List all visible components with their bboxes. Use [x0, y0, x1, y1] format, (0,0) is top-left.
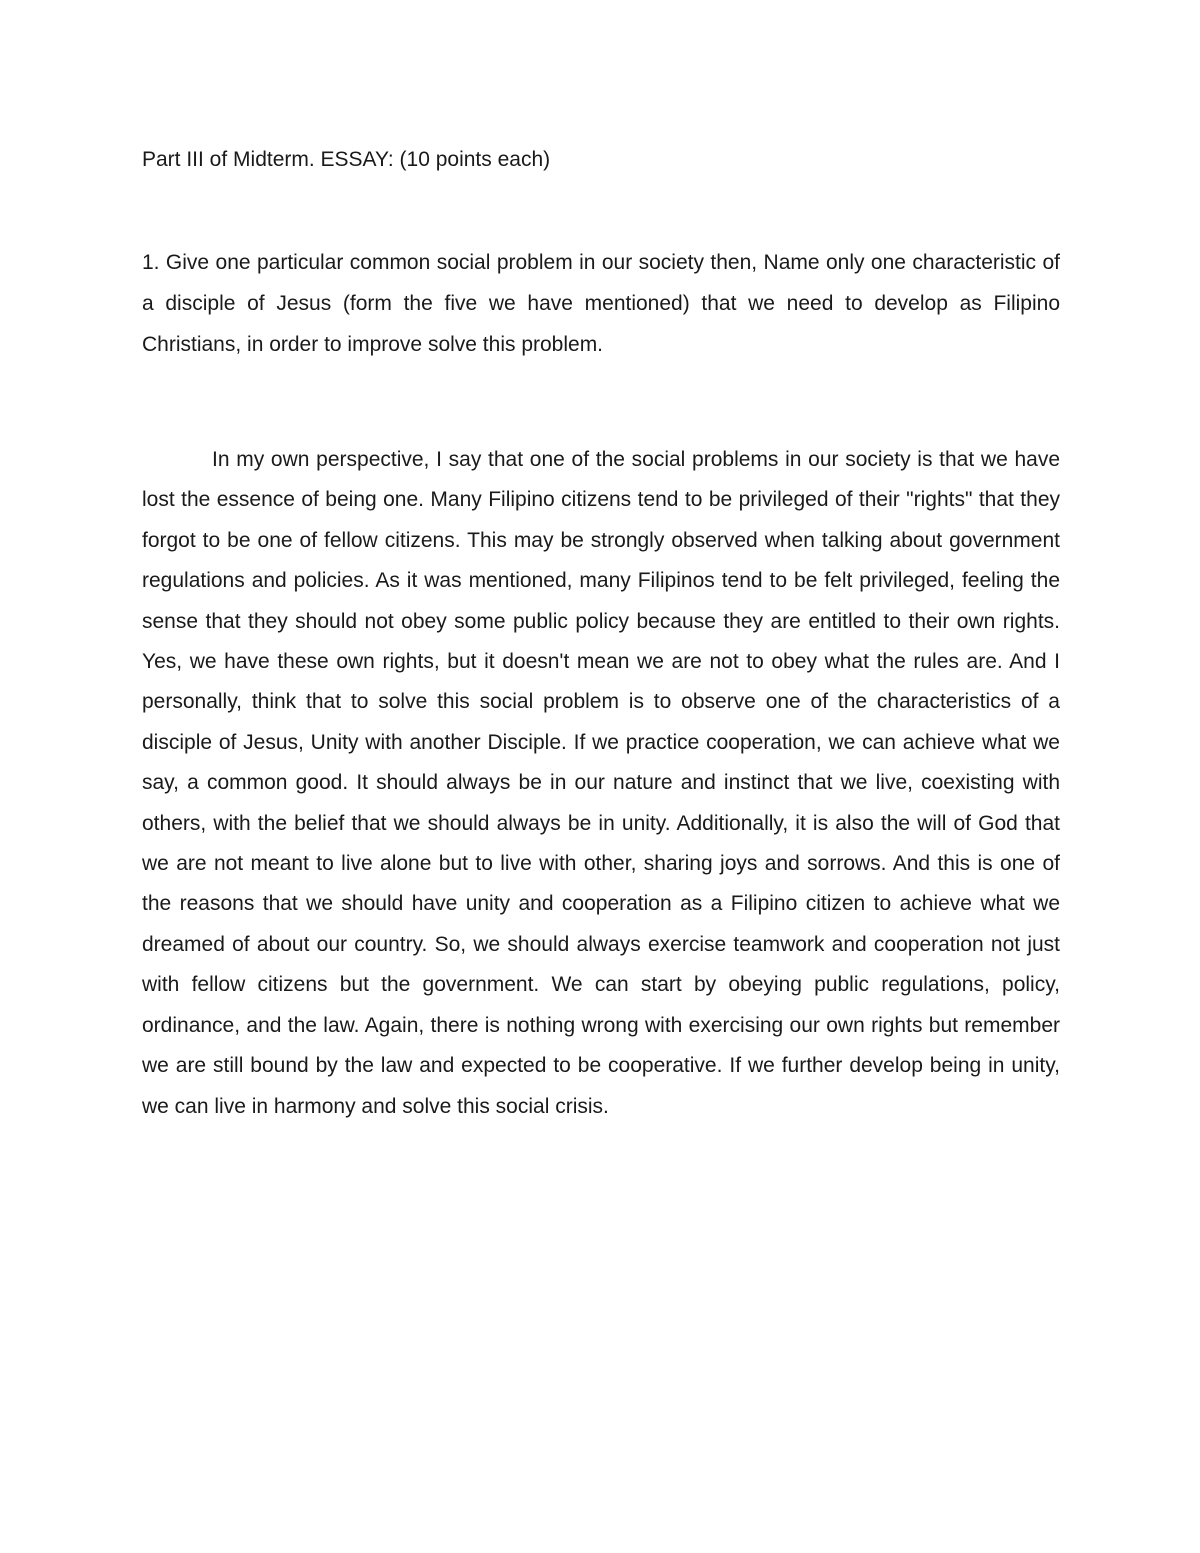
document-body	[142, 140, 1060, 1127]
essay-answer: In my own perspective, I say that one of the social problems in our society is that we have lost the essence of being one. Many Filipino citizens tend to be privileged of their "rights" that they forgot to be one of fellow citizens. This may be strongly observed when talking about government regulations and policies. As it was mentioned, many Filipinos tend to be felt privileged, feeling the sense that they should not obey some public policy because they are entitled to their own rights. Yes, we have these own rights, but it doesn't mean we are not to obey what the rules are. And I personally, think that to solve this social problem is to observe one of the characteristics of a disciple of Jesus, Unity with another Disciple. If we practice cooperation, we can achieve what we say, a common good. It should always be in our nature and instinct that we live, coexisting with others, with the belief that we should always be in unity. Additionally, it is also the will of God that we are not meant to live alone but to live with other, sharing joys and sorrows. And this is one of the reasons that we should have unity and cooperation as a Filipino citizen to achieve what we dreamed of about our country. So, we should always exercise teamwork and cooperation not just with fellow citizens but the government. We can start by obeying public regulations, policy, ordinance, and the law. Again, there is nothing wrong with exercising our own rights but remember we are still bound by the law and expected to be cooperative. If we further develop being in unity, we can live in harmony and solve this social crisis.	[142, 448, 1060, 1118]
essay-question: 1. Give one particular common social problem in our society then, Name only one characteristic of a disciple of Jesus (form the five we have mentioned) that we need to develop as Filipino Christians, in order to improve solve this problem.	[142, 251, 1060, 356]
document-heading: Part III of Midterm. ESSAY: (10 points each)	[142, 148, 551, 171]
